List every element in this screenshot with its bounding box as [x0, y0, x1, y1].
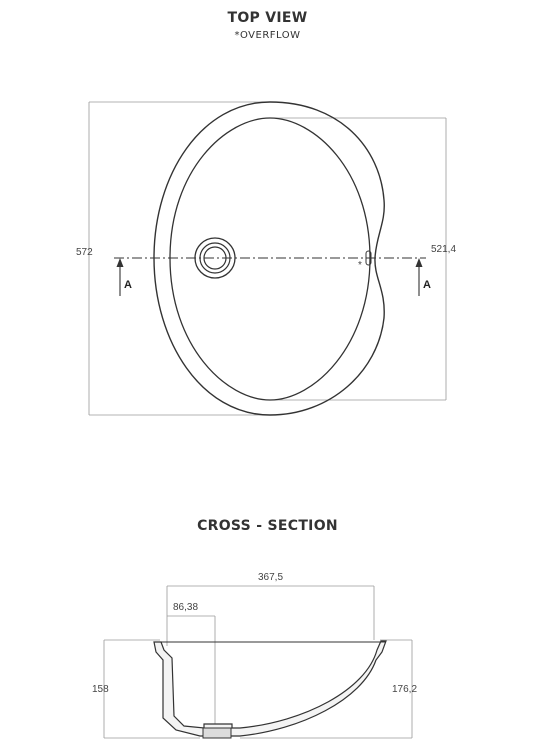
- section-arrow-left-icon: [117, 258, 124, 296]
- dim-label-572: 572: [76, 247, 93, 258]
- section-label-left: A: [124, 279, 132, 291]
- dim-label-367-5: 367,5: [258, 572, 284, 583]
- top-view-title: TOP VIEW: [227, 10, 308, 26]
- cross-section-title: CROSS - SECTION: [197, 518, 338, 534]
- overflow-label: OVERFLOW: [239, 30, 301, 41]
- top-view-drawing: [76, 102, 456, 415]
- drain-fitting-icon: [203, 728, 231, 738]
- overflow-asterisk: *: [234, 30, 240, 41]
- section-label-right: A: [423, 279, 431, 291]
- dim-label-176-2: 176,2: [392, 684, 418, 695]
- cross-section-drawing: [92, 572, 417, 738]
- dim-label-158: 158: [92, 684, 109, 695]
- basin-section-profile: [154, 641, 386, 736]
- overflow-asterisk-marker: *: [358, 260, 362, 271]
- dim-label-86-38: 86,38: [173, 602, 199, 613]
- basin-outer-rim: [154, 102, 384, 415]
- section-arrow-right-icon: [416, 258, 423, 296]
- dim-label-521-4: 521,4: [431, 244, 457, 255]
